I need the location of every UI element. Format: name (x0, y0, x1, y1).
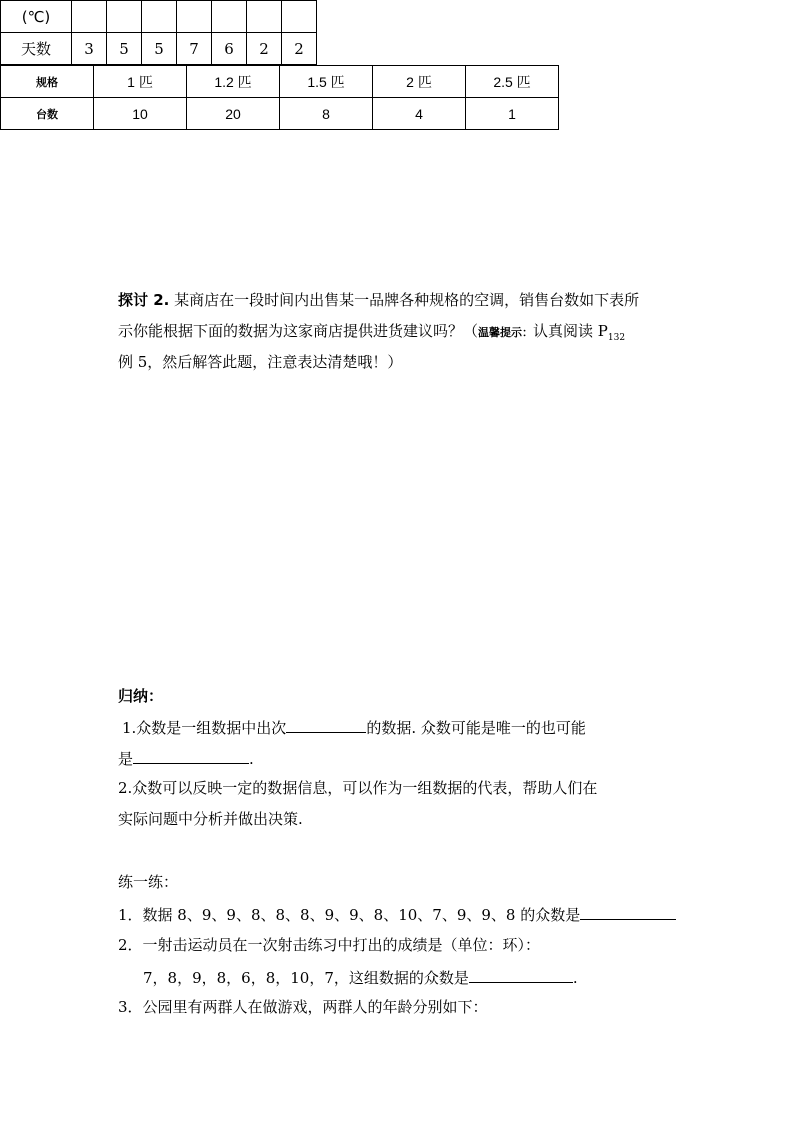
table-cell: 10 (94, 98, 187, 130)
practice-q2: 2．一射击运动员在一次射击练习中打出的成绩是（单位：环）： (118, 936, 541, 954)
table-cell: 1.2 匹 (187, 66, 280, 98)
table-row (1, 66, 559, 98)
summary-p1-c: 是 (118, 750, 134, 768)
practice-title: 练一练： (118, 873, 179, 891)
days-label-cell: 天数 (1, 33, 72, 65)
summary-p1-line1 (122, 716, 586, 738)
temperature-days-table (0, 0, 317, 65)
practice-q3: 3．公园里有两群人在做游戏，两群人的年龄分别如下： (118, 998, 488, 1016)
summary-p1-d: . (249, 750, 254, 768)
table-cell: 1.5 匹 (280, 66, 373, 98)
summary-p2-line2: 实际问题中分析并做出决策. (118, 810, 303, 828)
table-cell (177, 1, 212, 33)
summary-p1-b: 的数据. 众数可能是唯一的也可能 (366, 719, 586, 737)
table-cell: 5 (107, 33, 142, 65)
discuss2-line3: 例 5，然后解答此题，注意表达清楚哦！） (118, 353, 403, 371)
count-label-cell: 台数 (1, 98, 94, 130)
hint-label: 温馨提示： (478, 326, 534, 339)
fill-blank[interactable] (286, 716, 366, 733)
table-cell (142, 1, 177, 33)
page-subscript: 132 (607, 333, 626, 343)
summary-p2-line1: 2.众数可以反映一定的数据信息，可以作为一组数据的代表，帮助人们在 (118, 779, 598, 797)
discuss2-text1: 某商店在一段时间内出售某一品牌各种规格的空调，销售台数如下表所 (169, 291, 640, 309)
practice-q2-end: . (572, 969, 578, 987)
table-cell (282, 1, 317, 33)
discuss2-text2-tail: 认真阅读 P (533, 322, 608, 340)
table-row (1, 1, 317, 33)
table-cell: 20 (187, 98, 280, 130)
table-cell: 5 (142, 33, 177, 65)
temperature-label-cell: (℃) (1, 1, 72, 33)
table-cell: 3 (72, 33, 107, 65)
summary-p1-line2 (118, 747, 254, 769)
fill-blank[interactable] (580, 903, 676, 920)
discuss2-line2 (118, 321, 625, 348)
ac-sales-table (0, 65, 559, 130)
practice-q2-data (143, 966, 578, 988)
summary-title: 归纳： (118, 687, 164, 705)
table-row (1, 33, 317, 65)
table-row (1, 98, 559, 130)
table-cell (72, 1, 107, 33)
table-cell: 4 (373, 98, 466, 130)
table-cell: 1 匹 (94, 66, 187, 98)
table-cell: 2 匹 (373, 66, 466, 98)
table-cell: 1 (466, 98, 559, 130)
table-cell (212, 1, 247, 33)
discuss2-text2: 示你能根据下面的数据为这家商店提供进货建议吗？（ (118, 322, 479, 340)
practice-q1 (118, 903, 676, 925)
fill-blank[interactable] (469, 966, 573, 983)
table-cell: 2 (247, 33, 282, 65)
table-cell: 7 (177, 33, 212, 65)
discuss2-line1 (118, 290, 639, 310)
discuss2-lead: 探讨 2. (118, 291, 170, 309)
table-cell (107, 1, 142, 33)
table-cell: 8 (280, 98, 373, 130)
table-cell: 6 (212, 33, 247, 65)
summary-p1-a: 1.众数是一组数据中出次 (122, 719, 287, 737)
fill-blank[interactable] (133, 747, 249, 764)
table-cell (247, 1, 282, 33)
practice-q2-data-text: 7，8，9，8，6，8，10，7，这组数据的众数是 (143, 969, 469, 987)
practice-q1-text: 1．数据 8、9、9、8、8、8、9、9、8、10、7、9、9、8 的众数是 (118, 906, 581, 924)
table-cell: 2.5 匹 (466, 66, 559, 98)
spec-label-cell: 规格 (1, 66, 94, 98)
table-cell: 2 (282, 33, 317, 65)
